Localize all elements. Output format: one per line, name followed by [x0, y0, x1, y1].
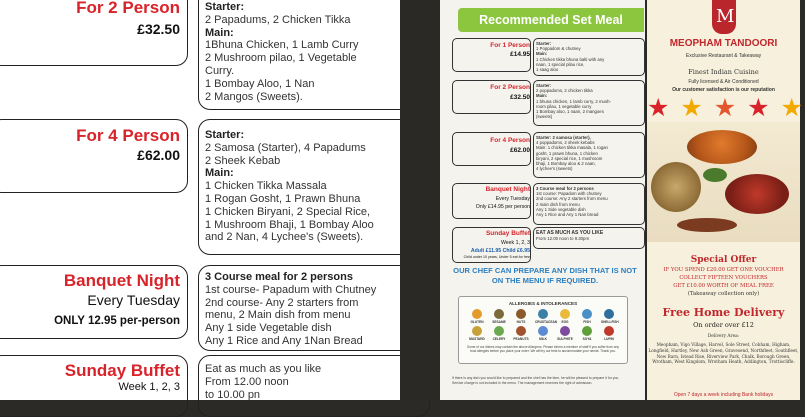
set-line: naan, 1 special pilau rice,	[536, 61, 585, 67]
allergen-label: SULPHITE	[557, 337, 573, 341]
set-note: Child under 10 years, Under 5 eat for free	[463, 255, 530, 259]
set-line: (sweets)	[536, 114, 553, 120]
set-line: 2nd course: Any 2 starters from menu	[536, 196, 608, 202]
set-line: From 12.00 noon to 9.30pm	[536, 236, 590, 242]
pepper-icon	[677, 218, 737, 232]
seeds-bowl-icon	[651, 162, 701, 212]
set-price: Only £14.95 per person	[475, 204, 530, 210]
section-price: £32.50	[137, 21, 180, 37]
set-price: Adult £11.95 Child £6.95	[470, 248, 530, 254]
section-name: Sunday Buffet	[64, 361, 180, 380]
allergen-sulphite-icon	[560, 326, 570, 336]
brochure-inner-page	[440, 0, 645, 400]
herb-leaf-icon	[703, 168, 727, 182]
desc-line: 1Bhuna Chicken, 1 Lamb Curry	[205, 39, 359, 52]
set-name: For 1 Person	[490, 42, 530, 49]
allergen-gluten-icon	[472, 309, 482, 319]
footnote: Service charge is not included in the menu. The management reserves the right of admission.	[452, 381, 593, 385]
allergen-label: CRUSTACEAN	[535, 320, 558, 324]
opening-hours: Open 7 days a week including Bank holidays	[673, 392, 774, 398]
set-line: Starter:	[536, 83, 552, 88]
allergen-label: FISH	[583, 320, 591, 324]
set-line: Any 1 Rice and Any 1 Nan bread	[536, 212, 599, 218]
restaurant-tagline: Exclusive Restaurant & Takeaway	[685, 53, 762, 59]
star-icon: ★	[713, 94, 739, 122]
set-description	[536, 83, 644, 119]
set-line: Main:	[536, 51, 548, 57]
set-line: 1 Poppadom & chutney	[536, 46, 581, 52]
star-icon: ★	[680, 94, 705, 122]
desc-line: Main:	[205, 167, 234, 180]
restaurant-logo	[712, 0, 736, 34]
set-description	[536, 41, 644, 72]
allergen-lupin-icon	[604, 326, 614, 336]
desc-line: menu, 2 Main dish from menu	[205, 309, 351, 322]
set-meal-title: Recommended Set Meal	[458, 8, 644, 32]
offer-line: COLLECT FIFTEEN VOUCHERS	[679, 275, 768, 281]
cuisine-subtitle: Finest Indian Cuisine	[688, 68, 759, 76]
desc-line: Any 1 side Vegetable dish	[205, 322, 332, 335]
allergen-crustacean-icon	[538, 309, 548, 319]
set-description	[536, 186, 644, 217]
desc-line: 1 Rogan Gosht, 1 Prawn Bhuna	[205, 192, 361, 205]
set-line: 4 lychee's (sweets)	[536, 166, 573, 172]
food-photo	[647, 122, 800, 242]
desc-line: 1 Chicken Tikka Massala	[205, 180, 327, 193]
set-line: Starter: 2 samosa (starter),	[536, 135, 591, 140]
brochure-cover-page	[647, 0, 805, 400]
desc-line: 2 Sheek Kebab	[205, 154, 281, 167]
section-subtitle: Every Tuesday	[87, 292, 180, 308]
allergen-celery-icon	[494, 326, 504, 336]
allergen-label: SOYA	[582, 337, 592, 341]
delivery-area-list: Meopham, Vigo Village, Harvel, Sole Street, Cobham, Higham, Longfield, Hartley, New Ash Green, Gravesend, Northfleet, Southfleet, New Barn, Istead Rise, Riverview Park, Chalk, Borough Green, Wrotham, West Kingdom, Wrotham Heath, Addington, Trottiscliffe.	[648, 342, 799, 365]
set-subtitle: Every Tuesday	[495, 196, 530, 202]
desc-line: 2 Samosa (Starter), 4 Papadums	[205, 141, 366, 154]
section-price-note: ONLY 12.95 per-person	[54, 315, 180, 327]
allergen-milk-icon	[538, 326, 548, 336]
restaurant-name: MEOPHAM TANDOORI	[669, 38, 778, 49]
allergen-label: EGG	[561, 320, 569, 324]
allergen-label: CELERY	[492, 337, 506, 341]
allergen-label: PEANUTS	[513, 337, 529, 341]
allergen-box	[458, 296, 628, 364]
allergen-note: Some of our dishes may contain the above Allergens. Please inform a member of staff if you suffer from any food allergies before you place your order. We will try our best to accommodate your needs. Thank you.	[467, 345, 619, 353]
allergen-nuts-icon	[516, 309, 526, 319]
section-name: Banquet Night	[63, 271, 180, 290]
zoomed-menu-panel	[0, 0, 400, 400]
desc-line: 1 Chicken Biryani, 2 Special Rice,	[205, 205, 371, 218]
set-line: biryani, 2 special rice, 1 mushroom	[536, 155, 603, 161]
set-line: Starter:	[536, 41, 552, 46]
star-rating	[647, 93, 805, 123]
chilli-bowl-icon	[725, 174, 789, 214]
special-offer-title: Special Offer	[690, 255, 757, 265]
set-line: 1 Chicken tikka bhuna balti with any	[536, 56, 605, 62]
offer-line: GET £10.00 WORTH OF MEAL FREE	[673, 283, 774, 289]
allergen-label: SHELLFISH	[601, 320, 619, 324]
allergen-title: ALLERGIES & INTOLERANCES	[508, 301, 578, 306]
desc-line: to 10.00 pn	[205, 388, 261, 401]
set-line: 1 bhuna chicken, 1 lamb curry, 2 mush-	[536, 98, 611, 104]
allergen-label: MUSTARD	[469, 337, 485, 341]
star-icon: ★	[747, 94, 772, 122]
set-line: gosht, 1 prawn bhuna, 1 chicken	[536, 150, 598, 156]
allergen-label: SESAME	[492, 320, 506, 324]
desc-line: 1st course- Papadum with Chutney	[205, 283, 377, 296]
desc-line: Any 1 Rice and Any 1Nan Bread	[205, 334, 363, 347]
allergen-mustard-icon	[472, 326, 482, 336]
allergen-label: LUPIN	[604, 337, 614, 341]
desc-line: 1 Mushroom Bhaji, 1 Bombay Aloo	[205, 218, 374, 231]
offer-line: IF YOU SPEND £20.00 GET ONE VOUCHER	[663, 267, 784, 273]
set-line: EAT AS MUCH AS YOU LIKE	[536, 230, 604, 236]
section-description	[205, 271, 395, 348]
section-description	[205, 1, 395, 103]
desc-line: Starter:	[205, 129, 245, 141]
chef-banner: OUR CHEF CAN PREPARE ANY DISH THAT IS NOT ON THE MENU IF REQUIRED.	[453, 266, 637, 285]
set-line: 4 poppadoms, 2 sheek kebabs	[536, 140, 595, 146]
desc-line: Main:	[205, 26, 234, 39]
star-icon: ★	[647, 94, 672, 122]
desc-line: From 12.00 noon	[205, 375, 289, 388]
set-name: Sunday Buffet	[485, 230, 530, 237]
delivery-title: Free Home Delivery	[662, 306, 785, 319]
allergen-sesame-icon	[494, 309, 504, 319]
set-line: 2 poppadoms, 2 chicken tikka	[536, 88, 593, 94]
offer-line: (Takeaway collection only)	[687, 291, 760, 297]
delivery-minimum: On order over £12	[693, 321, 754, 329]
set-line: Any 1 Side vegetable dish	[536, 206, 586, 212]
section-price: £62.00	[137, 147, 180, 163]
set-name: Banquet Night	[485, 186, 530, 193]
star-icon: ★	[780, 94, 805, 122]
allergen-soya-icon	[582, 326, 592, 336]
special-offer-text	[647, 266, 800, 298]
set-price: £32.50	[510, 94, 530, 101]
allergen-label: GLUTEN	[470, 320, 484, 324]
desc-line: and 2 Nan, 4 Lychee's (Sweets).	[205, 231, 364, 244]
spice-bowl-icon	[687, 130, 757, 164]
allergen-peanuts-icon	[516, 326, 526, 336]
section-description	[205, 363, 395, 401]
logo-letter: M	[716, 6, 735, 27]
desc-line: 2 Mangos (Sweets).	[205, 90, 303, 103]
desc-line: 2 Papadums, 2 Chicken Tikka	[205, 13, 351, 26]
desc-line: 2 Mushroom pilao, 1 Vegetable	[205, 52, 357, 65]
section-name: For 4 Person	[76, 126, 180, 145]
desc-line: 2nd course- Any 2 starters from	[205, 296, 359, 309]
section-subtitle: Week 1, 2, 3	[118, 381, 180, 393]
set-line: Main:	[536, 93, 548, 99]
set-line: 1 Bombay aloo, 1 naan, 2 mangoes	[536, 109, 604, 115]
set-line: 1st course: Papadom with chutney	[536, 191, 602, 197]
footnotes	[452, 376, 642, 386]
set-name: For 4 Person	[490, 137, 530, 144]
desc-line: Starter:	[205, 1, 245, 13]
set-name: For 2 Person	[490, 84, 530, 91]
set-line: bhaji, 1 Bombay aloo & 2 naan,	[536, 161, 596, 167]
set-subtitle: Week 1, 2, 3	[500, 240, 530, 246]
allergen-fish-icon	[582, 309, 592, 319]
set-description	[536, 135, 644, 171]
section-name: For 2 Person	[76, 0, 180, 17]
set-description	[536, 231, 644, 241]
allergen-shellfish-icon	[604, 309, 614, 319]
licensed-note: Fully licensed & Air Conditioned	[688, 79, 759, 85]
allergen-egg-icon	[560, 309, 570, 319]
satisfaction-note: Our customer satisfaction is our reputation	[672, 87, 775, 93]
set-line: room pilau, 1 vegetable curry	[536, 103, 592, 109]
set-line: 2 main dish from menu	[536, 201, 580, 207]
set-line: 3 Course meal for 2 persons	[536, 186, 594, 191]
desc-line: Eat as much as you like	[205, 363, 322, 375]
set-price: £14.95	[510, 51, 530, 58]
set-price: £62.00	[510, 147, 530, 154]
section-description	[205, 129, 395, 244]
desc-line: 3 Course meal for 2 persons	[205, 271, 353, 283]
desc-line: 1 Bombay Aloo, 1 Nan	[205, 77, 315, 90]
desc-line: Curry.	[205, 64, 235, 77]
allergen-label: NUTS	[516, 320, 526, 324]
brochure-photo-panel	[400, 0, 805, 400]
set-line: 1 saag aloo	[536, 67, 559, 73]
delivery-area-label: Delivery Area:	[707, 334, 740, 339]
allergen-label: MILK	[539, 337, 547, 341]
footnote: If there is any dish you would like to prepared and the chef has the time, he will be pleased to prepare it for you.	[452, 376, 620, 380]
set-line: Main: 1 chicken tikka masala, 1 rogan	[536, 145, 608, 151]
